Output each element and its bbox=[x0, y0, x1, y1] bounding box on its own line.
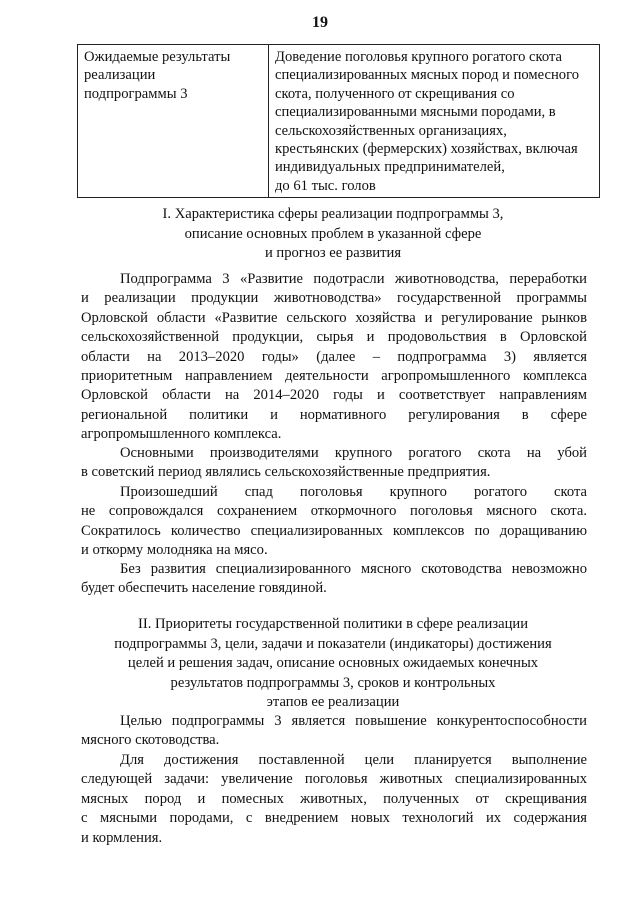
text-line: следующей задачи: увеличение поголовья животных специализированных bbox=[81, 771, 587, 788]
value-line: скота, полученного от скрещивания со bbox=[275, 85, 515, 102]
text-line: и откорму молодняка на мясо. bbox=[81, 542, 268, 559]
heading-line: описание основных проблем в указанной сфере bbox=[184, 225, 482, 242]
section-2-paragraph-1 bbox=[81, 712, 587, 751]
section-1-paragraph-3 bbox=[81, 483, 587, 561]
expected-results-table bbox=[77, 44, 600, 198]
section-1-paragraph-2 bbox=[81, 444, 587, 483]
text-line: Сократилось количество специализированных комплексов по доращиванию bbox=[81, 522, 587, 539]
text-line: и кормления. bbox=[81, 829, 163, 846]
text-line: не сопровождался сохранением откормочного поголовья мясного скота. bbox=[81, 503, 587, 520]
value-line: специализированных мясных пород и помесного bbox=[275, 67, 580, 84]
text-line: приоритетным направлением деятельности агропромышленного комплекса bbox=[81, 368, 587, 385]
text-line: мясных пород и помесных животных, полученных от скрещивания bbox=[81, 790, 587, 807]
value-line: Доведение поголовья крупного рогатого скота bbox=[275, 49, 562, 65]
table-row bbox=[78, 45, 600, 198]
value-line: до 61 тыс. голов bbox=[275, 177, 376, 194]
value-line: крестьянских (фермерских) хозяйствах, включая bbox=[275, 141, 578, 158]
text-line: с мясными породами, с внедрением новых технологий их содержания bbox=[81, 810, 587, 827]
heading-line: этапов ее реализации bbox=[266, 694, 400, 710]
section-1-paragraph-1 bbox=[81, 270, 587, 445]
value-line: индивидуальных предпринимателей, bbox=[275, 159, 505, 176]
text-line: Целью подпрограммы 3 является повышение конкурентоспособности bbox=[120, 713, 587, 729]
text-line: Без развития специализированного мясного скотоводства невозможно bbox=[120, 561, 587, 577]
section-1-heading bbox=[77, 205, 589, 264]
text-line: Произошедший спад поголовья крупного рогатого скота bbox=[120, 484, 587, 500]
label-line: Ожидаемые результаты bbox=[84, 49, 231, 65]
text-line: сельскохозяйственной продукции, сырья и продовольствия в Орловской bbox=[81, 329, 587, 346]
heading-line: I. Характеристика сферы реализации подпрограммы 3, bbox=[162, 206, 504, 222]
label-line: подпрограммы 3 bbox=[84, 85, 188, 102]
heading-line: подпрограммы 3, цели, задачи и показатели (индикаторы) достижения bbox=[114, 635, 552, 652]
text-line: и реализации продукции животноводства» государственной программы bbox=[81, 290, 587, 307]
table-label-cell bbox=[78, 45, 269, 198]
heading-line: целей и решения задач, описание основных ожидаемых конечных bbox=[127, 655, 539, 671]
value-line: сельскохозяйственных организациях, bbox=[275, 122, 507, 139]
text-line: агропромышленного комплекса. bbox=[81, 426, 282, 443]
heading-line: и прогноз ее развития bbox=[264, 245, 402, 261]
text-line: Основными производителями крупного рогатого скота на убой bbox=[120, 445, 587, 461]
value-line: специализированными мясными породами, в bbox=[275, 104, 556, 121]
heading-line: II. Приоритеты государственной политики в сфере реализации bbox=[137, 616, 529, 632]
text-line: Для достижения поставленной цели планируется выполнение bbox=[120, 752, 587, 768]
label-line: реализации bbox=[84, 67, 156, 84]
section-1-paragraph-4 bbox=[81, 560, 587, 599]
text-line: Подпрограмма 3 «Развитие подотрасли животноводства, переработки bbox=[120, 271, 587, 287]
page-number: 19 bbox=[312, 14, 328, 31]
section-2-paragraph-2 bbox=[81, 751, 587, 848]
heading-line: результатов подпрограммы 3, сроков и контрольных bbox=[170, 674, 496, 691]
text-line: мясного скотоводства. bbox=[81, 732, 220, 749]
text-line: Орловской области «Развитие сельского хозяйства и регулирование рынков bbox=[81, 309, 587, 326]
section-2-heading bbox=[77, 615, 589, 713]
text-line: Орловской области на 2014–2020 годы и соответствует направлениям bbox=[81, 387, 587, 404]
text-line: региональной политики и нормативного регулирования в сфере bbox=[81, 406, 587, 423]
table-value-cell bbox=[269, 45, 600, 198]
text-line: будет обеспечить население говядиной. bbox=[81, 580, 327, 597]
text-line: в советский период являлись сельскохозяйственные предприятия. bbox=[81, 464, 491, 481]
text-line: области на 2013–2020 годы» (далее – подпрограмма 3) является bbox=[81, 348, 587, 365]
